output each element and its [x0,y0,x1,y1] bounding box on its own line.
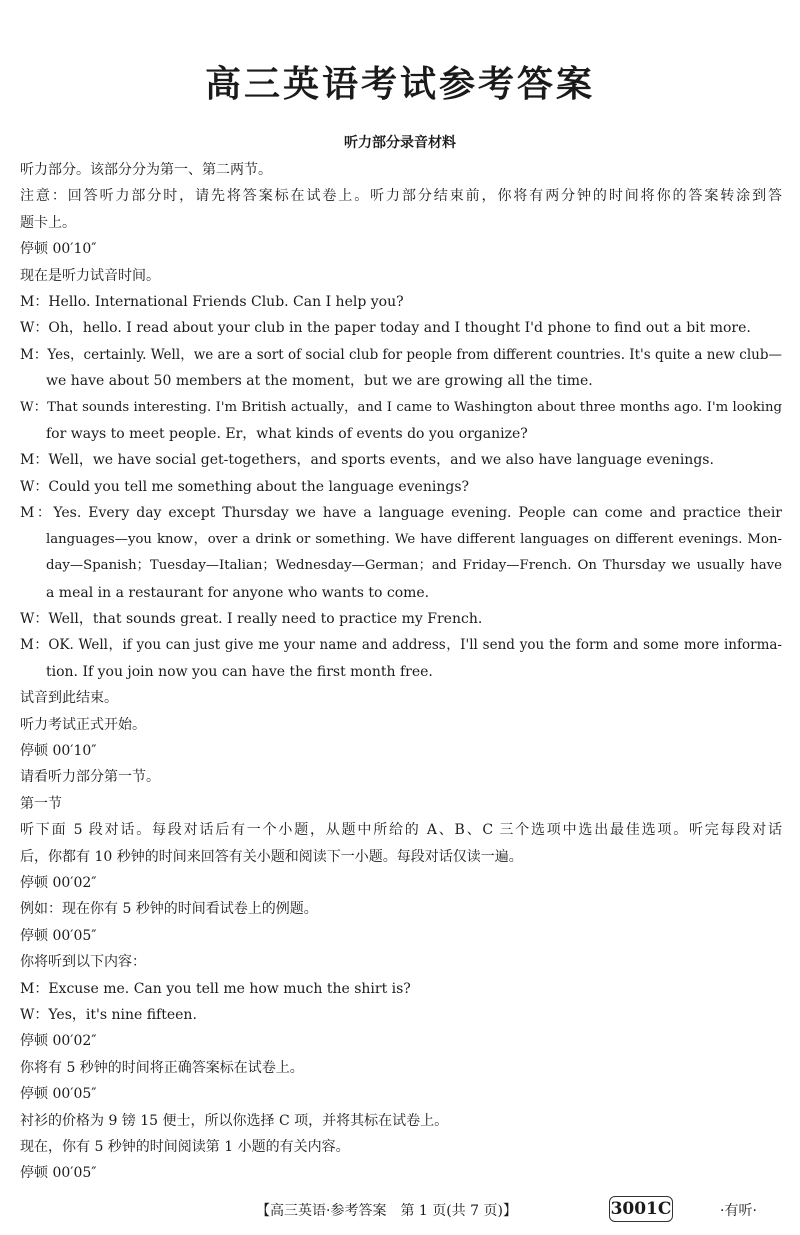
page-title: 高三英语考试参考答案 [204,64,595,105]
dialogue-line: M：Hello. International Friends Club. Can I help you? [20,294,404,311]
text-line: 试音到此结束。 [20,690,118,707]
dialogue-line: for ways to meet people. Er，what kinds of events do you organize? [46,426,528,443]
text-line: 注意：回答听力部分时，请先将答案标在试卷上。听力部分结束前，你将有两分钟的时间将你的答案转涂到答 [20,188,782,205]
footer-brand: ·有听· [720,1203,757,1219]
dialogue-line: W：Yes，it's nine fifteen. [20,1007,197,1023]
pause-line: 停顿 00′05″ [20,1165,97,1182]
dialogue-line: W：Could you tell me something about the language evenings? [20,478,470,495]
text-line: 听力考试正式开始。 [20,716,146,733]
text-line: 请看听力部分第一节。 [20,769,160,786]
dialogue-line: we have about 50 members at the moment，but we are growing all the time. [46,373,593,390]
dialogue-line: a meal in a restaurant for anyone who wants to come. [46,584,430,601]
exam-code-badge: 3001C [609,1196,673,1222]
dialogue-line: M：Excuse me. Can you tell me how much the shirt is? [20,980,411,997]
dialogue-line: W：Well，that sounds great. I really need to practice my French. [20,610,483,627]
transcript-body [20,157,782,1187]
dialogue-line: M：Well，we have social get-togethers，and sports events，and we also have language evenings. [20,452,714,469]
dialogue-line: M：Yes，certainly. Well，we are a sort of social club for people from different countries. It's quite a new club— [20,346,782,363]
dialogue-line: day—Spanish；Tuesday—Italian；Wednesday—German；and Friday—French. On Thursday we usually have [46,558,782,574]
text-line: 题卡上。 [20,214,76,231]
text-line: 听下面 5 段对话。每段对话后有一个小题，从题中所给的 A、B、C 三个选项中选出最佳选项。听完每段对话 [20,822,782,839]
text-line: 现在是听力试音时间。 [20,267,160,284]
pause-line: 停顿 00′05″ [20,927,97,944]
footer-page-info: 【高三英语·参考答案 第 1 页(共 7 页)】 [256,1203,517,1219]
section-heading: 第一节 [20,795,62,812]
pause-line: 停顿 00′05″ [20,1086,97,1103]
text-line: 后，你都有 10 秒钟的时间来回答有关小题和阅读下一小题。每段对话仅读一遍。 [20,848,523,865]
text-line: 你将听到以下内容： [20,954,146,971]
pause-line: 停顿 00′02″ [20,874,97,891]
dialogue-line: M：Yes. Every day except Thursday we have a language evening. People can come and practice their [20,505,782,522]
text-line: 现在，你有 5 秒钟的时间阅读第 1 小题的有关内容。 [20,1139,350,1156]
pause-line: 停顿 00′02″ [20,1033,97,1050]
dialogue-line: languages—you know，over a drink or something. We have different languages on different evenings. Mon- [46,531,782,547]
dialogue-line: W：Oh，hello. I read about your club in the paper today and I thought I'd phone to find out a bit more. [20,320,751,337]
text-line: 例如：现在你有 5 秒钟的时间看试卷上的例题。 [20,901,318,918]
pause-line: 停顿 00′10″ [20,241,97,258]
text-line: 听力部分。该部分分为第一、第二两节。 [20,162,272,178]
text-line: 衬衫的价格为 9 镑 15 便士，所以你选择 C 项，并将其标在试卷上。 [20,1112,449,1129]
dialogue-line: tion. If you join now you can have the first month free. [46,663,433,680]
page-footer [0,1196,800,1226]
dialogue-line: M：OK. Well，if you can just give me your name and address，I'll send you the form and some more informa- [20,637,782,654]
dialogue-line: W：That sounds interesting. I'm British actually，and I came to Washington about three months ago. I'm looking [20,399,782,415]
text-line: 你将有 5 秒钟的时间将正确答案标在试卷上。 [20,1059,304,1076]
section-subtitle: 听力部分录音材料 [344,135,456,151]
pause-line: 停顿 00′10″ [20,742,97,759]
